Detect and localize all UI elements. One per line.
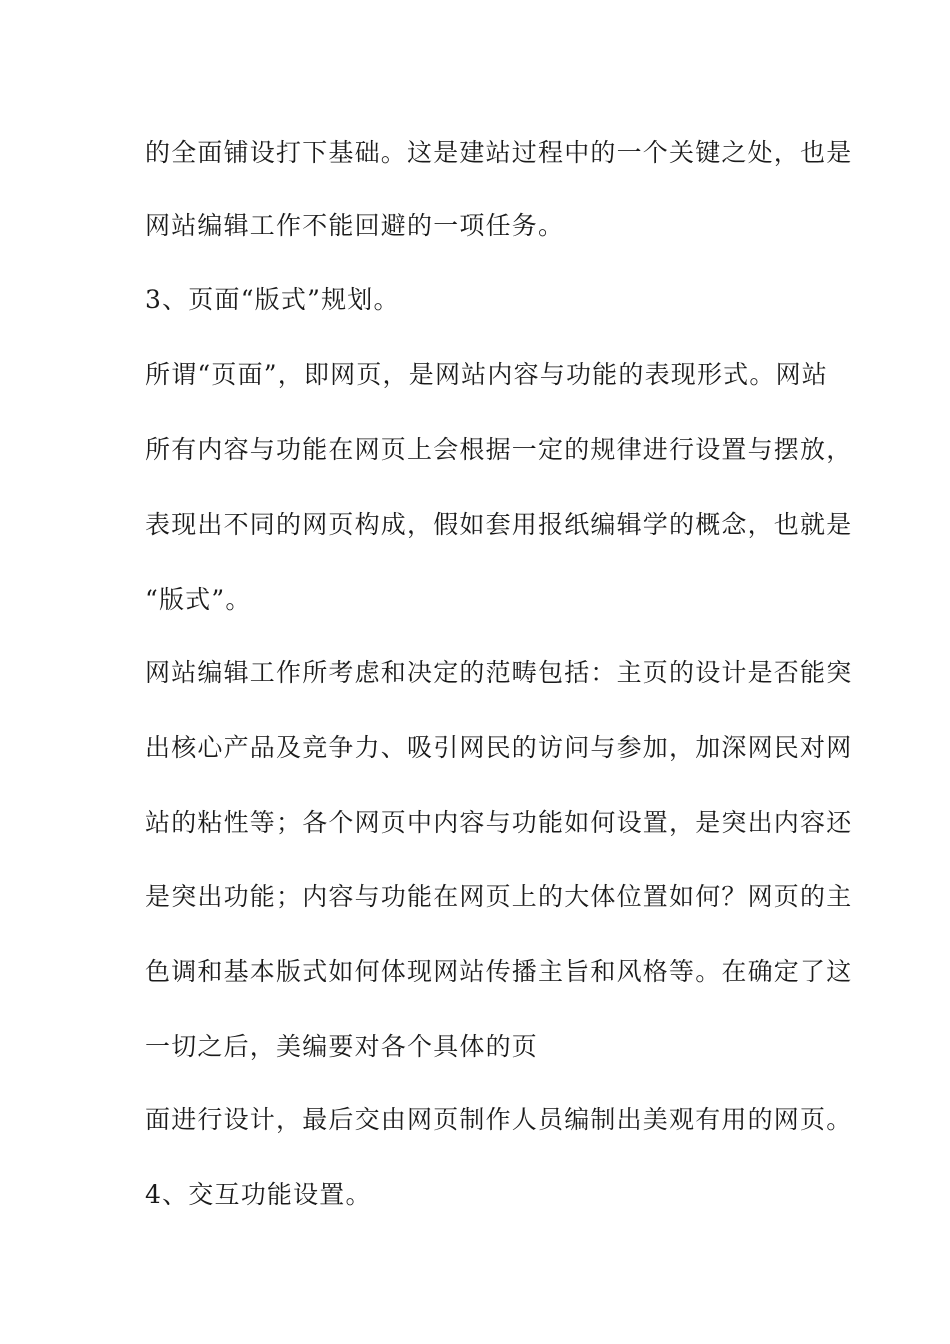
section-heading: 4、交互功能设置。	[145, 1180, 372, 1209]
text-line: 一切之后，美编要对各个具体的页	[145, 1032, 539, 1061]
text-line: 是突出功能；内容与功能在网页上的大体位置如何？网页的主	[145, 882, 853, 911]
text-line: 面进行设计，最后交由网页制作人员编制出美观有用的网页。	[145, 1105, 853, 1134]
text-line: 色调和基本版式如何体现网站传播主旨和风格等。在确定了这	[145, 957, 853, 986]
text-line: 出核心产品及竞争力、吸引网民的访问与参加，加深网民对网	[145, 733, 853, 762]
section-heading: 3、页面“版式”规划。	[145, 285, 400, 314]
text-line: 所谓“页面”，即网页，是网站内容与功能的表现形式。网站	[145, 360, 828, 389]
text-line: 表现出不同的网页构成，假如套用报纸编辑学的概念，也就是	[145, 510, 853, 539]
text-line: 的全面铺设打下基础。这是建站过程中的一个关键之处，也是	[145, 138, 853, 167]
text-line: 网站编辑工作不能回避的一项任务。	[145, 211, 565, 240]
text-line: 网站编辑工作所考虑和决定的范畴包括：主页的设计是否能突	[145, 658, 853, 687]
text-line: 站的粘性等；各个网页中内容与功能如何设置，是突出内容还	[145, 808, 853, 837]
text-line: “版式”。	[145, 585, 252, 614]
text-line: 所有内容与功能在网页上会根据一定的规律进行设置与摆放，	[145, 435, 853, 464]
